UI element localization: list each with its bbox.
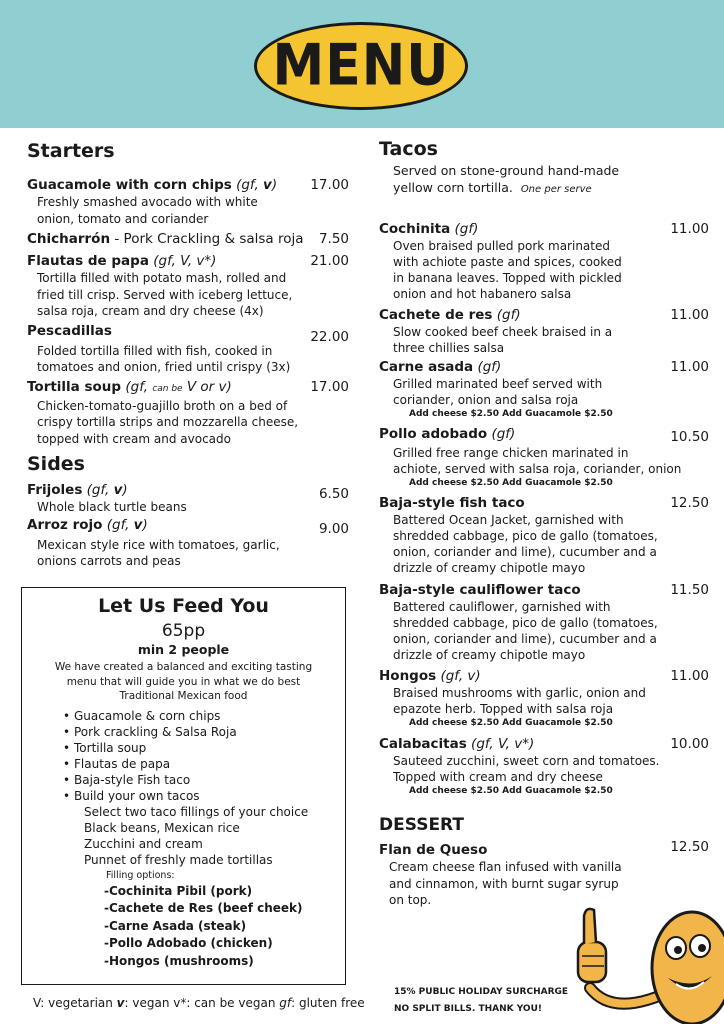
item-name: Frijoles (gf, v): [27, 482, 128, 498]
let-us-feed-you-box: [21, 587, 346, 985]
left-column: [27, 138, 349, 570]
filling-options-list: -Cochinita Pibil (pork) -Cachete de Res (beef cheek) -Carne Asada (steak) -Pollo Adobado (chicken) -Hongos (mushrooms): [104, 883, 303, 968]
item-description: Slow cooked beef cheek braised in a three chillies salsa: [393, 325, 613, 355]
item-description: Battered cauliflower, garnished with shredded cabbage, pico de gallo (tomatoes, onion, coriander and lime), cucumber and a drizzle of creamy chipotle mayo: [393, 600, 658, 662]
item-name: Baja-style cauliflower taco: [379, 582, 581, 598]
menu-item-frijoles: [27, 481, 349, 516]
item-name: Cochinita (gf): [379, 221, 479, 237]
list-item: • Baja-style Fish taco: [63, 772, 191, 787]
dietary-legend: V: vegetarian v: vegan v*: can be vegan gf: gluten free: [33, 996, 365, 1010]
item-price: 17.00: [310, 378, 349, 395]
item-price: 11.00: [670, 359, 709, 375]
item-name: Pollo adobado (gf): [379, 426, 516, 442]
menu-item-pollo-adobado: [379, 425, 709, 490]
item-price: 10.50: [670, 429, 709, 445]
item-description: Grilled free range chicken marinated in achiote, served with salsa roja, coriander, onion: [393, 446, 682, 476]
item-price: 17.00: [310, 177, 349, 193]
item-name: Chicharrón - Pork Crackling & salsa roja: [27, 231, 304, 247]
item-description: Oven braised pulled pork marinated with achiote paste and spices, cooked in banana leaves. Topped with pickled onion and hot habanero salsa: [393, 239, 622, 301]
menu-item-cochinita: [379, 220, 709, 302]
item-price: 11.00: [670, 668, 709, 684]
list-item: • Tortilla soup: [63, 740, 147, 755]
menu-item-pescadillas: [27, 322, 349, 376]
item-description: Tortilla filled with potato mash, rolled and fried till crisp. Served with iceberg lettuce, salsa roja, cream and dry cheese (4x): [37, 271, 293, 318]
item-addons: Add cheese $2.50 Add Guacamole $2.50: [409, 478, 613, 488]
menu-header-banner: [0, 0, 724, 128]
menu-title: MENU: [272, 33, 450, 99]
feed-description: We have created a balanced and exciting tasting menu that will guide you in what we do best Traditional Mexican food: [54, 661, 313, 702]
menu-item-hongos: [379, 667, 709, 730]
item-price: 11.50: [670, 582, 709, 598]
item-name: Pescadillas: [27, 322, 112, 339]
menu-item-calabacitas: [379, 735, 709, 798]
item-name: Flan de Queso: [379, 842, 488, 858]
tacos-title: Tacos: [379, 138, 438, 160]
footer-notice: [394, 984, 568, 1018]
item-price: 12.50: [670, 495, 709, 511]
dessert-title: DESSERT: [379, 815, 464, 835]
starters-title: Starters: [27, 140, 115, 162]
filling-options-label: Filling options:: [106, 869, 175, 881]
item-name: Cachete de res (gf): [379, 307, 521, 323]
feed-course-list: [22, 708, 345, 804]
item-description: Battered Ocean Jacket, garnished with shredded cabbage, pico de gallo (tomatoes, onion, coriander and lime), cucumber and a drizzle of creamy chipotle mayo: [393, 513, 658, 575]
item-name: Tortilla soup (gf, can be V or v): [27, 378, 232, 395]
item-description: Grilled marinated beef served with coriander, onion and salsa roja: [393, 377, 603, 407]
feed-price: 65pp: [161, 621, 206, 641]
item-description: Sauteed zucchini, sweet corn and tomatoes. Topped with cream and dry cheese: [393, 754, 660, 784]
item-addons: Add cheese $2.50 Add Guacamole $2.50: [409, 409, 613, 419]
item-description: Cream cheese flan infused with vanilla and cinnamon, with burnt sugar syrup on top.: [389, 860, 622, 907]
right-column: [379, 136, 709, 909]
item-name: Baja-style fish taco: [379, 495, 525, 511]
tacos-intro: Served on stone-ground hand-made yellow corn tortilla. One per serve: [393, 163, 620, 195]
holiday-surcharge: 15% PUBLIC HOLIDAY SURCHARGE: [394, 987, 569, 997]
item-description: Mexican style rice with tomatoes, garlic, onions carrots and peas: [37, 537, 280, 568]
item-price: 21.00: [310, 253, 349, 269]
menu-item-baja-fish-taco: [379, 494, 709, 576]
menu-item-chicharron: [27, 230, 349, 248]
item-description: Freshly smashed avocado with white onion, tomato and coriander: [37, 195, 258, 226]
item-description: Whole black turtle beans: [37, 500, 187, 514]
item-addons: Add cheese $2.50 Add Guacamole $2.50: [409, 786, 613, 796]
item-price: 7.50: [318, 231, 349, 247]
item-addons: Add cheese $2.50 Add Guacamole $2.50: [409, 718, 613, 728]
item-price: 10.00: [670, 736, 709, 752]
item-name: Flautas de papa (gf, V, v*): [27, 253, 217, 269]
feed-title: Let Us Feed You: [98, 595, 269, 617]
menu-item-baja-cauliflower-taco: [379, 581, 709, 663]
feed-min-people: min 2 people: [137, 642, 230, 657]
list-item: • Pork crackling & Salsa Roja: [63, 724, 237, 739]
item-description: Chicken-tomato-guajillo broth on a bed of crispy tortilla strips and mozzarella cheese, topped with cream and avocado: [37, 398, 299, 446]
item-price: 12.50: [670, 839, 709, 855]
item-description: Braised mushrooms with garlic, onion and epazote herb. Topped with salsa roja: [393, 686, 646, 716]
item-name: Guacamole with corn chips (gf, v): [27, 177, 278, 193]
no-split-bills: NO SPLIT BILLS. THANK YOU!: [394, 1004, 542, 1014]
build-tacos-details: Select two taco fillings of your choice Black beans, Mexican rice Zucchini and cream Punnet of freshly made tortillas: [84, 804, 309, 867]
menu-item-guacamole: [27, 176, 349, 227]
menu-title-oval: [254, 22, 468, 110]
menu-item-carne-asada: [379, 358, 709, 421]
list-item: • Flautas de papa: [63, 756, 171, 771]
item-price: 6.50: [318, 486, 349, 502]
item-name: Hongos (gf, v): [379, 668, 481, 684]
item-price: 22.00: [310, 328, 349, 345]
menu-item-flautas: [27, 252, 349, 320]
list-item: • Guacamole & corn chips: [63, 708, 221, 723]
menu-item-arroz-rojo: [27, 516, 349, 570]
item-price: 9.00: [318, 520, 349, 537]
menu-item-tortilla-soup: [27, 378, 349, 448]
menu-item-cachete-de-res: [379, 306, 709, 356]
item-price: 11.00: [670, 221, 709, 237]
item-price: 11.00: [670, 307, 709, 323]
list-item: • Build your own tacos: [63, 788, 200, 803]
thumbs-up-mascot-icon: [572, 898, 724, 1024]
item-name: Carne asada (gf): [379, 359, 502, 375]
item-name: Arroz rojo (gf, v): [27, 516, 148, 533]
sides-title: Sides: [27, 453, 85, 475]
item-description: Folded tortilla filled with fish, cooked in tomatoes and onion, fried until crispy (3x): [37, 343, 291, 374]
item-name: Calabacitas (gf, V, v*): [379, 736, 535, 752]
